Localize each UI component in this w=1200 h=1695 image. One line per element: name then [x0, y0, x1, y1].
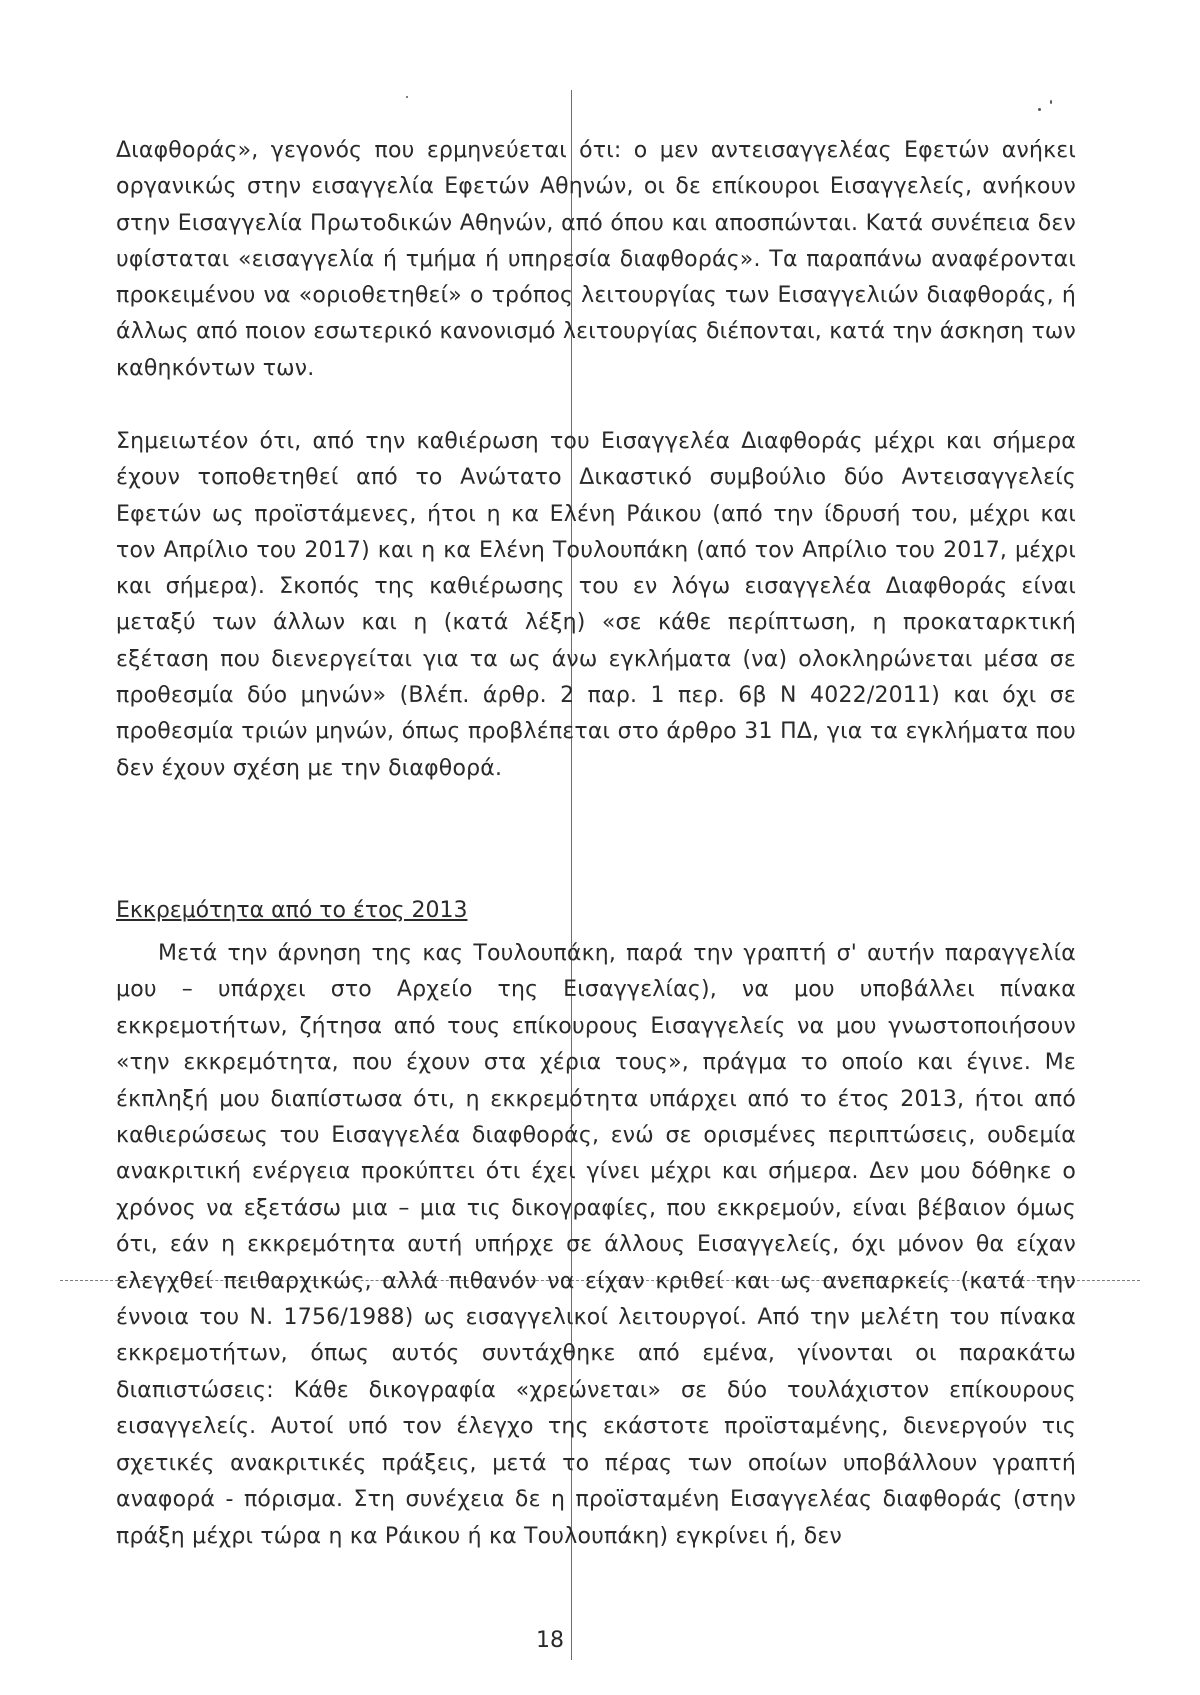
paragraph-2: Σημειωτέον ότι, από την καθιέρωση του Εισαγγελέα Διαφθοράς μέχρι και σήμερα έχουν τοποθετηθεί από το Ανώτατο Δικαστικό συμβούλιο δύο Αντεισαγγελείς Εφετών ως προϊστάμενες, ήτοι η κα Ελένη Ράικου (από την ίδρυσή του, μέχρι και τον Απρίλιο του 2017) και η κα Ελένη Τουλουπάκη (από τον Απρίλιο του 2017, μέχρι και σήμερα). Σκοπός της καθιέρωσης του εν λόγω εισαγγελέα Διαφθοράς είναι μεταξύ των άλλων και η (κατά λέξη) «σε κάθε περίπτωση, η προκαταρκτική εξέταση που διενεργείται για τα ως άνω εγκλήματα (να) ολοκληρώνεται μέσα σε προθεσμία δύο μηνών» (Βλέπ. άρθρ. 2 παρ. 1 περ. 6β Ν 4022/2011) και όχι σε προθεσμία τριών μηνών, όπως προβλέπεται στο άρθρο 31 ΠΔ, για τα εγκλήματα που δεν έχουν σχέση με την διαφθορά. [116, 429, 1076, 781]
paragraph-3: Μετά την άρνηση της κας Τουλουπάκη, παρά την γραπτή σ' αυτήν παραγγελία μου – υπάρχει στο Αρχείο της Εισαγγελίας), να μου υποβάλλει πίνακα εκκρεμοτήτων, ζήτησα από τους επίκουρους Εισαγγελείς να μου γνωστοποιήσουν «την εκκρεμότητα, που έχουν στα χέρια τους», πράγμα το οποίο και έγινε. Με έκπληξή μου διαπίστωσα ότι, η εκκρεμότητα υπάρχει από το έτος 2013, ήτοι από καθιερώσεως του Εισαγγελέα διαφθοράς, ενώ σε ορισμένες περιπτώσεις, ουδεμία ανακριτική ενέργεια προκύπτει ότι έχει γίνει μέχρι και σήμερα. Δεν μου δόθηκε ο χρόνος να εξετάσω μια – μια τις δικογραφίες, που εκκρεμούν, είναι βέβαιον όμως ότι, εάν η εκκρεμότητα αυτή υπήρχε σε άλλους Εισαγγελείς, όχι μόνον θα είχαν ελεγχθεί πειθαρχικώς, αλλά πιθανόν να είχαν κριθεί και ως ανεπαρκείς (κατά την έννοια του Ν. 1756/1988) ως εισαγγελικοί λειτουργοί. Από την μελέτη του πίνακα εκκρεμοτήτων, όπως αυτός συντάχθηκε από εμένα, γίνονται οι παρακάτω διαπιστώσεις: Κάθε δικογραφία «χρεώνεται» σε δύο τουλάχιστον επίκουρους εισαγγελείς. Αυτοί υπό τον έλεγχο της εκάστοτε προϊσταμένης, διενεργούν τις σχετικές ανακριτικές πράξεις, μετά το πέρας των οποίων υποβάλλουν γραπτή αναφορά - πόρισμα. Στη συνέχεια δε η προϊσταμένη Εισαγγελέας διαφθοράς (στην πράξη μέχρι τώρα η κα Ράικου ή κα Τουλουπάκη) εγκρίνει ή, δεν [116, 941, 1076, 1549]
scan-speck [1050, 100, 1052, 104]
page-number: 18 [536, 1628, 564, 1653]
section-heading: Εκκρεμότητα από το έτος 2013 [116, 898, 468, 923]
scan-speck [1038, 108, 1041, 111]
scan-speck [406, 96, 408, 98]
paragraph-1: Διαφθοράς», γεγονός που ερμηνεύεται ότι: ο μεν αντεισαγγελέας Εφετών ανήκει οργανικώς στην εισαγγελία Εφετών Αθηνών, οι δε επίκουροι Εισαγγελείς, ανήκουν στην Εισαγγελία Πρωτοδικών Αθηνών, από όπου και αποσπώνται. Κατά συνέπεια δεν υφίσταται «εισαγγελία ή τμήμα ή υπηρεσία διαφθοράς». Τα παραπάνω αναφέρονται προκειμένου να «οριοθετηθεί» ο τρόπος λειτουργίας των Εισαγγελιών διαφθοράς, ή άλλως από ποιον εσωτερικό κανονισμό λειτουργίας διέπονται, κατά την άσκηση των καθηκόντων των. [116, 138, 1076, 381]
